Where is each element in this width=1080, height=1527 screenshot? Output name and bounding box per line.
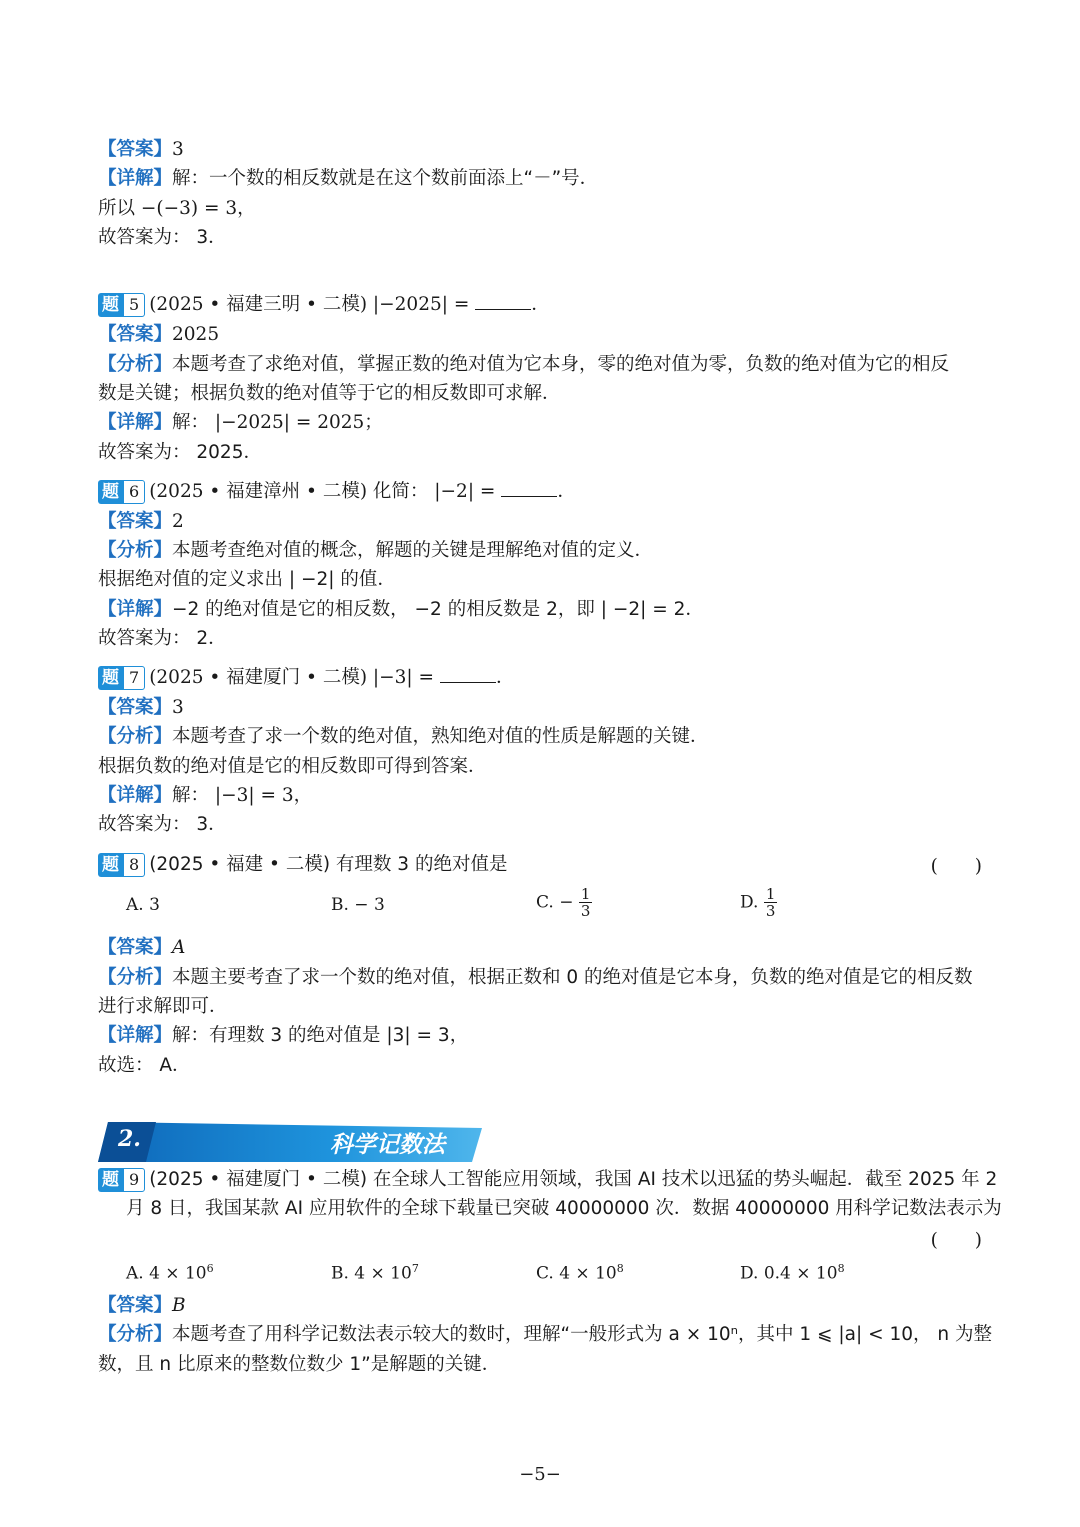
question-6: 题 6 (2025 • 福建漳州 • 二模) 化简： |−2| = ． bbox=[98, 477, 576, 506]
option-a[interactable]: A. 3 bbox=[126, 895, 160, 915]
question-stem: (2025 • 福建厦门 • 二模) 在全球人工智能应用领域，我国 AI 技术以迅猛的势头崛起．截至 2025 年 2 bbox=[149, 1169, 998, 1190]
question-stem: (2025 • 福建三明 • 二模) |−2025| = bbox=[149, 294, 476, 315]
analysis-text: 根据负数的绝对值是它的相反数即可得到答案． bbox=[98, 756, 487, 777]
question-number-badge: 题 9 bbox=[98, 1168, 145, 1192]
option-a[interactable]: A. $4 \times 10^6$ bbox=[126, 1262, 214, 1284]
analysis-text: 数是关键；根据负数的绝对值等于它的相反数即可求解． bbox=[98, 383, 561, 404]
answer-line: 【答案】3 bbox=[98, 697, 184, 718]
detail-line: 【详解】解： |−2025| = 2025； bbox=[98, 412, 383, 433]
answer-value: 3 bbox=[172, 139, 184, 160]
answer-line: 【答案】A bbox=[98, 937, 186, 958]
final-answer: 故选： A． bbox=[98, 1055, 191, 1076]
analysis-line: 【分析】本题考查了求绝对值，掌握正数的绝对值为它本身，零的绝对值为零，负数的绝对值为它的相反 bbox=[98, 354, 950, 375]
detail-text: 所以 −(−3) = 3， bbox=[98, 198, 256, 219]
answer-line: 【答案】2025 bbox=[98, 324, 220, 345]
option-d[interactable]: D. $0.4 \times 10^8$ bbox=[740, 1262, 845, 1284]
final-answer: 故答案为： 3． bbox=[98, 227, 227, 248]
final-answer: 故答案为： 2025． bbox=[98, 442, 262, 463]
section-number: 2. bbox=[118, 1126, 141, 1152]
answer-blank bbox=[440, 666, 496, 683]
question-stem: (2025 • 福建厦门 • 二模) |−3| = bbox=[149, 667, 440, 688]
question-number-badge: 题 8 bbox=[98, 853, 145, 877]
answer-line bbox=[98, 135, 184, 164]
analysis-text: 进行求解即可． bbox=[98, 996, 228, 1017]
question-stem: (2025 • 福建 • 二模) 有理数 3 的绝对值是 bbox=[149, 854, 508, 875]
detail-text: 解：一个数的相反数就是在这个数前面添上“－”号． bbox=[172, 168, 599, 189]
question-number-badge: 题 7 bbox=[98, 666, 145, 690]
detail-line: 【详解】解： |−3| = 3， bbox=[98, 785, 313, 806]
detail-line bbox=[98, 164, 598, 193]
answer-line: 【答案】2 bbox=[98, 511, 184, 532]
analysis-line: 【分析】本题考查绝对值的概念，解题的关键是理解绝对值的定义． bbox=[98, 540, 654, 561]
answer-blank bbox=[475, 293, 531, 310]
option-d[interactable]: D. $\frac{1}{3}$ bbox=[740, 885, 776, 920]
question-9 bbox=[98, 1165, 997, 1194]
detail-line: 【详解】−2 的绝对值是它的相反数， −2 的相反数是 2，即 | −2| = 2． bbox=[98, 599, 704, 620]
option-c[interactable]: C. − $\frac{1}{3}$ bbox=[536, 885, 591, 920]
option-b[interactable]: B. − 3 bbox=[331, 895, 385, 915]
question-5: 题 5 (2025 • 福建三明 • 二模) |−2025| = ． bbox=[98, 290, 550, 319]
question-8 bbox=[98, 850, 507, 879]
question-stem: (2025 • 福建漳州 • 二模) 化简： |−2| = bbox=[149, 481, 502, 502]
section-title: 科学记数法 bbox=[330, 1132, 445, 1158]
section-banner bbox=[98, 1122, 482, 1162]
option-b[interactable]: B. $4 \times 10^7$ bbox=[331, 1262, 419, 1284]
analysis-text: 数，且 n 比原来的整数位数少 1”是解题的关键． bbox=[98, 1354, 501, 1375]
question-number-badge: 题 5 bbox=[98, 293, 145, 317]
answer-tag: 【答案】 bbox=[98, 139, 173, 160]
analysis-line: 【分析】本题主要考查了求一个数的绝对值，根据正数和 0 的绝对值是它本身，负数的绝对值是它的相反数 bbox=[98, 967, 973, 988]
question-7: 题 7 (2025 • 福建厦门 • 二模) |−3| = ． bbox=[98, 663, 514, 692]
analysis-line: 【分析】本题考查了求一个数的绝对值，熟知绝对值的性质是解题的关键． bbox=[98, 726, 709, 747]
analysis-line: 【分析】本题考查了用科学记数法表示较大的数时，理解“一般形式为 a × 10ⁿ，其中 1 ⩽ |a| < 10， n 为整 bbox=[98, 1324, 992, 1345]
analysis-text: 根据绝对值的定义求出 | −2| 的值． bbox=[98, 569, 396, 590]
detail-line: 【详解】解：有理数 3 的绝对值是 |3| = 3， bbox=[98, 1025, 469, 1046]
detail-tag: 【详解】 bbox=[98, 168, 173, 189]
answer-parentheses: ( ) bbox=[930, 856, 982, 877]
option-c[interactable]: C. $4 \times 10^8$ bbox=[536, 1262, 624, 1284]
question-stem-cont: 月 8 日，我国某款 AI 应用软件的全球下载量已突破 40000000 次．数据 40000000 用科学记数法表示为 bbox=[126, 1198, 1002, 1219]
question-number-badge: 题 6 bbox=[98, 480, 145, 504]
answer-parentheses: ( ) bbox=[930, 1230, 982, 1251]
final-answer: 故答案为： 3． bbox=[98, 814, 227, 835]
answer-blank bbox=[501, 480, 557, 497]
final-answer: 故答案为： 2． bbox=[98, 628, 227, 649]
answer-line: 【答案】B bbox=[98, 1295, 186, 1316]
page-number: −5− bbox=[519, 1464, 561, 1485]
